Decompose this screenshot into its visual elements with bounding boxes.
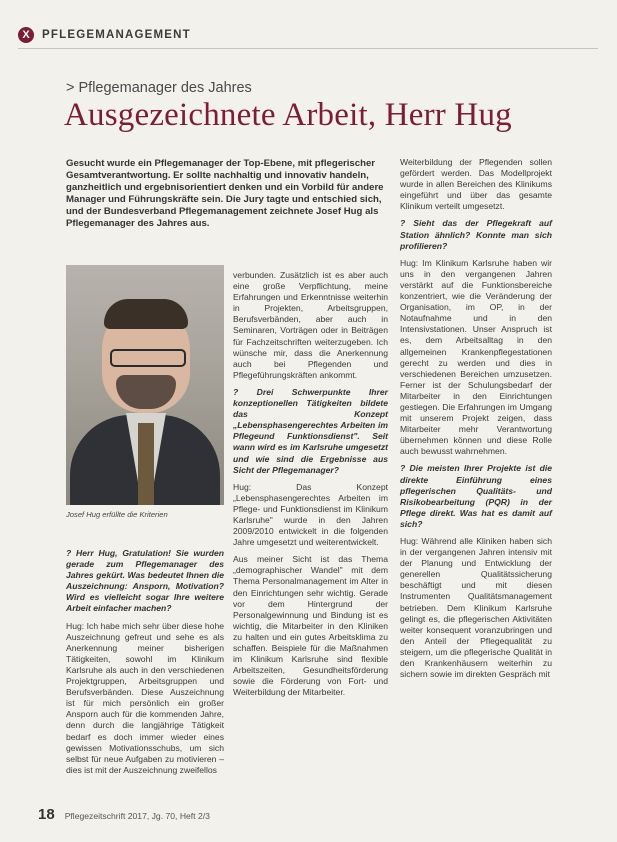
column-middle bbox=[233, 270, 388, 704]
column-right bbox=[400, 157, 552, 686]
interview-answer: Hug: Ich habe mich sehr über diese hohe Auszeichnung gefreut und sehe es als Anerkennung meiner bisherigen Tätigkeiten, sowohl im Klinikum Karlsruhe als auch in den verschiedenen Projektgruppen, Arbeitsgruppen und Berufsverbänden. Diese Auszeichnung ist für mich persönlich ein großer Ansporn auch für die kommenden Jahre, denn durch die langjährige Tätigkeit bedarf es doch immer wieder eines gewissen Motivationsschubs, um sich selbst für neue Aufgaben zu motivieren – dies ist mit der Auszeichnung zweifellos bbox=[66, 620, 224, 775]
interview-answer: Hug: Das Konzept „Lebensphasengerechtes Arbeiten im Pflege- und Funktionsdienst im Klinikum Karlsruhe" wurde in den Jahren 2009/2010 entwickelt in die folgenden Jahre umgesetzt und weiterentwickelt. bbox=[233, 481, 388, 548]
photo-glasses bbox=[110, 349, 186, 367]
article-kicker: > Pflegemanager des Jahres bbox=[66, 80, 252, 96]
section-badge-icon: X bbox=[18, 27, 34, 43]
page-number: 18 bbox=[38, 806, 55, 823]
interview-answer: Hug: Während alle Kliniken haben sich in der vergangenen Jahren intensiv mit der Planung und Entwicklung der generellen Qualitätssicherung beschäftigt und mit diesen Instrumenten Qualitätsmanagement betrieben. Dem Klinikum Karlsruhe gelingt es, die pflegerischen Aktivitäten weiter konsequent voranzubringen und den Anteil der Pflegequalität zu steigern, um die pflegerische Qualität in den Krankenhäusern weiterhin zu sichern sowie im direkten Gespräch mit bbox=[400, 536, 552, 680]
section-label: PFLEGEMANAGEMENT bbox=[42, 29, 191, 41]
column-left bbox=[66, 548, 224, 782]
photo-caption: Josef Hug erfüllte die Kriterien bbox=[66, 510, 168, 519]
article-lead: Gesucht wurde ein Pflegemanager der Top-Ebene, mit pflegerischer Gesamtverantwortung. Er sollte nachhaltig und innovativ handeln, ganzheitlich und ergebnisorientiert denken und ein Vorbild für andere Manager und Führungskräfte sein. Die Jury tagte und entschied sich, und der Bundesverband Pflegemanagement zeichnete Josef Hug als Pflegemanager des Jahres aus. bbox=[66, 158, 384, 230]
page-footer bbox=[38, 806, 210, 823]
section-header bbox=[18, 22, 240, 48]
article-title: Ausgezeichnete Arbeit, Herr Hug bbox=[64, 97, 512, 133]
interview-answer: Aus meiner Sicht ist das Thema „demographischer Wandel" mit dem Thema Personalmanagement im Alter in den Einrichtungen sehr wichtig. Gerade vor dem Hintergrund der Personalgewinnung und Bindung ist es wichtig, die Mitarbeiter in den Kliniken zu halten und ein gutes Arbeitsklima zu schaffen. Beispiele für die Maßnahmen im Klinikum Karlsruhe sind flexible Arbeitszeiten, Gesundheitsförderung sowie die Förderung von Fort- und Weiterbildung der Mitarbeiter. bbox=[233, 554, 388, 698]
interview-question: ? Herr Hug, Gratulation! Sie wurden gerade zum Pflegemanager des Jahres gekürt. Was bedeutet Ihnen die Auszeichnung: Ansporn, Motivation? Wird es vielleicht sogar Ihre weitere Arbeit einfacher machen? bbox=[66, 548, 224, 614]
interview-answer: verbunden. Zusätzlich ist es aber auch eine große Verpflichtung, meine Erfahrungen und Erkenntnisse weiterhin in Projekten, Arbeitsgruppen, Berufsverbänden, aber auch in Seminaren, Vorträgen oder in Beiträgen für Fachzeitschriften weiterzugeben. Ich wünsche mir, dass die Anerkennung auch bei Pflegenden und Pflegeführungskräften ankommt. bbox=[233, 270, 388, 380]
photo-tie bbox=[138, 423, 154, 505]
interview-question: ? Drei Schwerpunkte Ihrer konzeptionellen Tätigkeiten bildete das Konzept „Lebensphasengerechtes Arbeiten im Pflegeund Funktionsdienst". Seit wann wird es im Karlsruhe umgesetzt und wie sind die Ergebnisse aus Sicht der Pflegemanager? bbox=[233, 386, 388, 475]
interview-question: ? Die meisten Ihrer Projekte ist die direkte Einführung eines pflegerischen Qualitäts- und Risikobearbeitung (PQR) in der Pflege direkt. Was hat es damit auf sich? bbox=[400, 463, 552, 529]
interview-answer: Weiterbildung der Pflegenden sollen gefördert werden. Das Modellprojekt wurde in allen Bereichen des Klinikums eingeführt und über das gesamte Klinikum verteilt umgesetzt. bbox=[400, 157, 552, 212]
portrait-photo bbox=[66, 265, 224, 505]
interview-question: ? Sieht das der Pflegekraft auf Station ähnlich? Konnte man sich profilieren? bbox=[400, 218, 552, 251]
header-divider bbox=[18, 48, 598, 49]
interview-answer: Hug: Im Klinikum Karlsruhe haben wir uns in den vergangenen Jahren verstärkt auf die Funktionsbereiche konzentriert, wie die Veränderung der Organisation, im OP, in der Notaufnahme und in den Intensivstationen. Unser Anspruch ist es, dem Arbeitsalltag in den allgemeinen Krankenpflegestationen gerecht zu werden und dies in verschiedenen Bereichen umzusetzen. Ferner ist der Schulungsbedarf der Mitarbeiter in den Einrichtungen gestiegen. Die Erfahrungen im Umgang mit unserem Projekt zeigen, dass Mitarbeiter mehr Verantwortung übernehmen können und diese Rolle auch bewusst wahrnehmen. bbox=[400, 257, 552, 457]
journal-citation: Pflegezeitschrift 2017, Jg. 70, Heft 2/3 bbox=[64, 811, 210, 821]
photo-hair bbox=[104, 299, 188, 329]
